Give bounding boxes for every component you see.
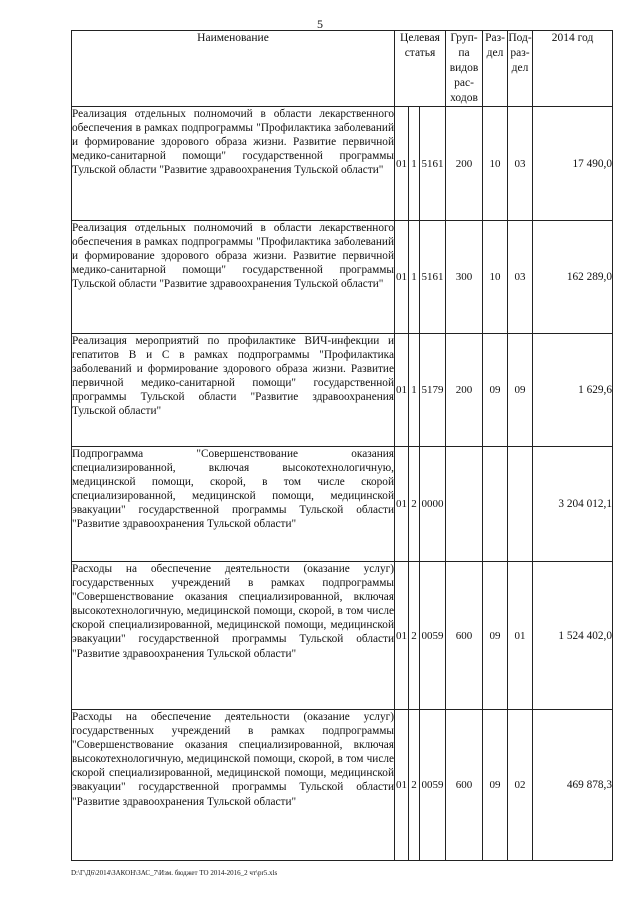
row-amount: 3 204 012,1 [533, 447, 613, 562]
header-name: Наименование [72, 31, 395, 107]
row-subsection: 03 [508, 221, 533, 334]
row-section: 10 [483, 221, 508, 334]
row-amount: 1 524 402,0 [533, 562, 613, 710]
row-code-program: 01 [395, 221, 409, 334]
row-amount: 17 490,0 [533, 107, 613, 221]
header-year: 2014 год [533, 31, 613, 107]
row-name: Расходы на обеспечение деятельности (оказание услуг) государственных учреждений в рамках подпрограммы "Совершенствование оказания специализированной, включая высокотехнологичную, медицинской помощи, скорой, в том числе скорой специализированной, медицинской помощи, медицинской эвакуации" государственной программы Тульской области "Развитие здравоохранения Тульской области" [72, 562, 395, 710]
row-code-program: 01 [395, 107, 409, 221]
table-row [72, 107, 613, 221]
row-amount: 469 878,3 [533, 710, 613, 861]
row-expense-group: 600 [446, 562, 483, 710]
row-code-direction: 5161 [420, 107, 446, 221]
table-header-row [72, 31, 613, 107]
row-subsection: 01 [508, 562, 533, 710]
row-section: 09 [483, 562, 508, 710]
header-section: Раз-дел [483, 31, 508, 107]
row-amount: 162 289,0 [533, 221, 613, 334]
row-expense-group: 200 [446, 334, 483, 447]
row-name: Реализация отдельных полномочий в области лекарственного обеспечения в рамках подпрограммы "Профилактика заболеваний и формирование здорового образа жизни. Развитие первичной медико-санитарной помощи" государственной программы Тульской области "Развитие здравоохранения Тульской области" [72, 221, 395, 334]
row-name: Реализация отдельных полномочий в области лекарственного обеспечения в рамках подпрограммы "Профилактика заболеваний и формирование здорового образа жизни. Развитие первичной медико-санитарной помощи" государственной программы Тульской области "Развитие здравоохранения Тульской области" [72, 107, 395, 221]
row-expense-group [446, 447, 483, 562]
row-code-subprogram: 1 [409, 221, 420, 334]
row-subsection: 03 [508, 107, 533, 221]
header-subsection: Под-раз-дел [508, 31, 533, 107]
row-name: Расходы на обеспечение деятельности (оказание услуг) государственных учреждений в рамках подпрограммы "Совершенствование оказания специализированной, включая высокотехнологичную, медицинской помощи, скорой, в том числе скорой специализированной, медицинской помощи, медицинской эвакуации" государственной программы Тульской области "Развитие здравоохранения Тульской области" [72, 710, 395, 861]
header-target-article: Целевая статья [395, 31, 446, 107]
row-amount: 1 629,6 [533, 334, 613, 447]
row-section: 10 [483, 107, 508, 221]
row-code-direction: 0059 [420, 562, 446, 710]
row-section [483, 447, 508, 562]
row-name: Подпрограмма "Совершенствование оказания специализированной, включая высокотехнологичную, медицинской помощи, скорой, в том числе скорой специализированной, медицинской помощи, медицинской эвакуации" государственной программы Тульской области "Развитие здравоохранения Тульской области" [72, 447, 395, 562]
row-code-subprogram: 1 [409, 334, 420, 447]
row-section: 09 [483, 334, 508, 447]
row-name: Реализация мероприятий по профилактике ВИЧ-инфекции и гепатитов В и С в рамках подпрограммы "Профилактика заболеваний и формирование здорового образа жизни. Развитие первичной медико-санитарной помощи" государственной программы Тульской области "Развитие здравоохранения Тульской области" [72, 334, 395, 447]
table-row [72, 710, 613, 861]
row-code-direction: 5161 [420, 221, 446, 334]
row-subsection [508, 447, 533, 562]
row-section: 09 [483, 710, 508, 861]
row-code-direction: 0059 [420, 710, 446, 861]
row-code-program: 01 [395, 562, 409, 710]
row-code-subprogram: 2 [409, 562, 420, 710]
page-number: 5 [317, 17, 323, 31]
row-code-program: 01 [395, 334, 409, 447]
row-code-direction: 0000 [420, 447, 446, 562]
row-expense-group: 600 [446, 710, 483, 861]
table-row [72, 334, 613, 447]
table-row [72, 221, 613, 334]
row-subsection: 02 [508, 710, 533, 861]
row-code-subprogram: 2 [409, 447, 420, 562]
row-code-direction: 5179 [420, 334, 446, 447]
table-row [72, 562, 613, 710]
row-code-subprogram: 1 [409, 107, 420, 221]
file-path-footer: D:\Г\Д6\2014\ЗАКОН\ЗАС_7\Изм. бюджет ТО 2014-2016_2 чт\pr5.xls [71, 869, 278, 877]
table-row [72, 447, 613, 562]
row-expense-group: 300 [446, 221, 483, 334]
header-expense-group: Груп-па видов рас-ходов [446, 31, 483, 107]
budget-table [71, 30, 613, 861]
row-code-program: 01 [395, 447, 409, 562]
row-code-subprogram: 2 [409, 710, 420, 861]
row-expense-group: 200 [446, 107, 483, 221]
row-code-program: 01 [395, 710, 409, 861]
row-subsection: 09 [508, 334, 533, 447]
